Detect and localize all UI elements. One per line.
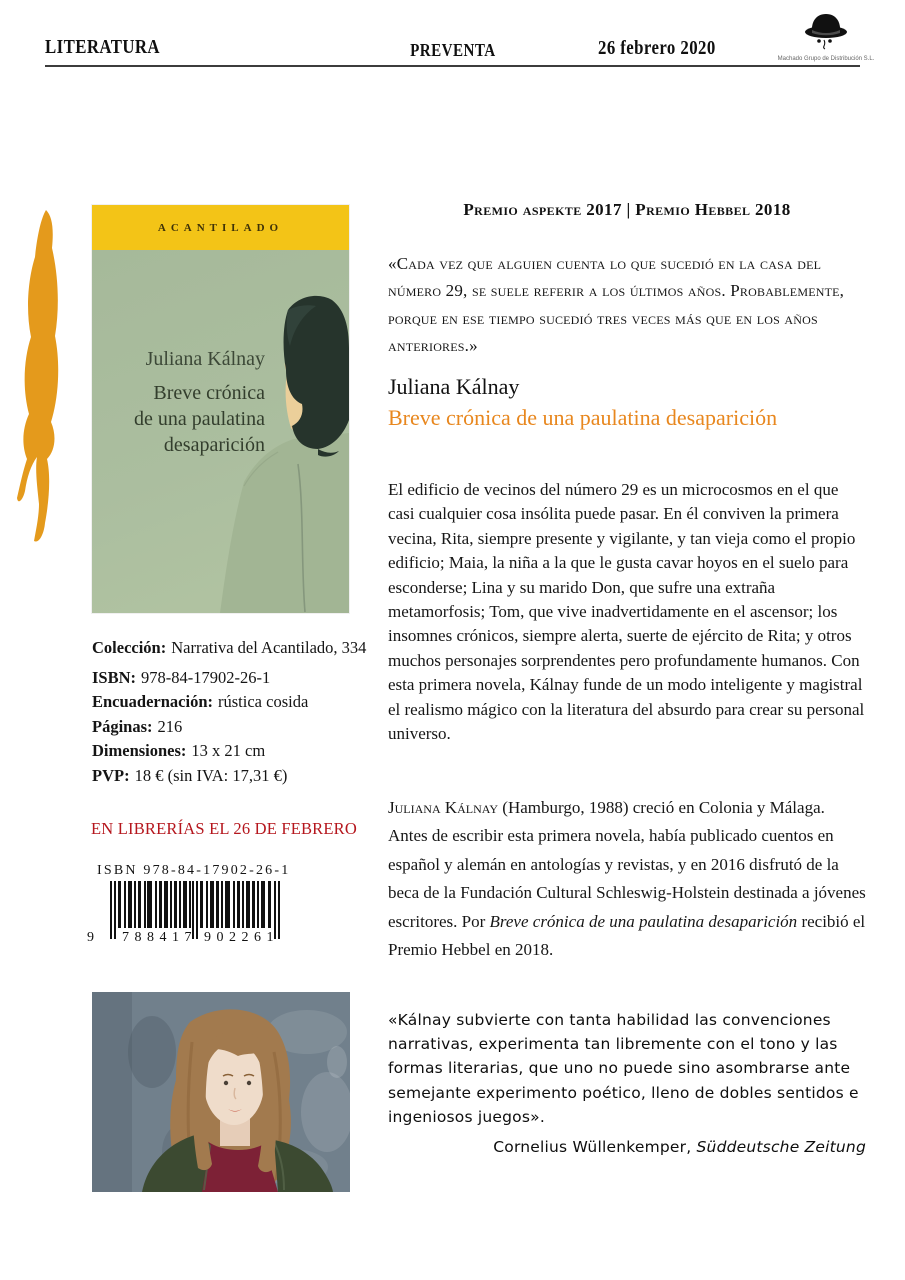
cover-title-line: Breve crónica <box>153 382 265 404</box>
availability-date: EN LIBRERÍAS EL 26 DE FEBRERO <box>91 819 357 838</box>
acantilado-falling-figure-icon <box>16 208 78 554</box>
cover-publisher-label: ACANTILADO <box>157 222 284 234</box>
cover-illustration <box>92 250 349 613</box>
machado-distributor-logo <box>778 10 874 68</box>
attribution-source: Süddeutsche Zeitung <box>696 1138 866 1157</box>
press-quote-attribution <box>388 1135 866 1159</box>
cover-author: Juliana Kálnay <box>145 348 265 370</box>
book-title: Breve crónica de una paulatina desaparición <box>388 405 778 430</box>
detail-row-pvp: PVP: 18 € (sin IVA: 17,31 €) <box>92 765 288 785</box>
awards-line: Premio aspekte 2017 | Premio Hebbel 2018 <box>463 200 791 219</box>
detail-row-isbn: ISBN: 978-84-17902-26-1 <box>92 667 271 687</box>
detail-row-coleccion: Colección: Narrativa del Acantilado, 334 <box>92 638 367 657</box>
barcode-digits-group1: 788417 <box>122 930 197 945</box>
barcode-digits-group2: 902261 <box>204 930 279 945</box>
author-photo <box>92 992 350 1192</box>
header-divider <box>45 65 860 67</box>
section-label: LITERATURA <box>45 36 160 58</box>
cover-title-block <box>134 348 265 458</box>
bio-author-name: Juliana Kálnay <box>388 798 499 817</box>
bio-text-end: recibió el Premio Hebbel en 2018. <box>388 911 866 960</box>
detail-row-encuadernacion: Encuadernación: rústica cosida <box>92 692 309 711</box>
date-label: 26 febrero 2020 <box>598 37 716 59</box>
book-description: El edificio de vecinos del número 29 es un microcosmos en el que casi cualquier cosa insólita puede pasar. En él conviven la primera vecina, Rita, siempre presente y vigilante, y tan vieja como el propio edificio; Maia, la niña a la que le gusta cavar hoyos en el suelo para esconderse; Lina y su marido Don, que sufre una extraña metamorfosis; Tom, que vive inadvertidamente en el ascensor; los insomnes crónicos, siempre alerta, suerte de ejército de Rita; y otros muchos personajes sorprendentes pero profundamente humanos. Con esta primera novela, Kálnay funde de un modo inteligente y magistral el realismo mágico con la literatura del absurdo para crear su personal universo. <box>388 480 865 744</box>
sheet-type-label: PREVENTA <box>409 40 496 60</box>
press-quote-text: «Kálnay subvierte con tanta habilidad las convenciones narrativas, experimenta tan libremente con el tono y las formas literarias, que uno no puede sino asombrarse ante semejante experimento poético, lleno de dobles sentidos e ingeniosos juegos». <box>388 1011 859 1126</box>
ean13-barcode <box>86 881 286 947</box>
cover-title-line: de una paulatina <box>133 408 265 430</box>
cover-publisher-band <box>92 205 349 250</box>
lead-quote: «Cada vez que alguien cuenta lo que sucedió en la casa del número 29, se suele referir a los últimos años. Probablemente, porque en ese tiempo sucedió tres veces más que en los años anteriores.» <box>388 254 845 356</box>
svg-text:Machado Grupo de Distribución: Machado Grupo de Distribución S.L. <box>778 56 874 62</box>
barcode-digit-lead: 9 <box>87 930 94 945</box>
cover-title-line: desaparición <box>163 434 265 456</box>
attribution-name: Cornelius Wüllenkemper, <box>493 1138 697 1157</box>
hat-face-logo-icon <box>778 10 874 68</box>
book-details <box>92 638 382 790</box>
press-quote-block <box>388 1008 866 1159</box>
book-cover <box>92 205 349 613</box>
bio-text: (Hamburgo, 1988) creció en Colonia y Málaga. Antes de escribir esta primera novela, había publicado cuentos en español y alemán en antologías y revistas, y en 2016 disfrutó de la beca de la Fundación Cultural Schleswig-Holstein destinada a jóvenes escritores. Por <box>388 798 866 931</box>
detail-row-dimensiones: Dimensiones: 13 x 21 cm <box>92 741 266 760</box>
author-bio <box>388 794 866 964</box>
bio-book-title-italic: Breve crónica de una paulatina desaparición <box>489 911 798 931</box>
barcode-isbn-label: ISBN 978-84-17902-26-1 <box>97 863 291 878</box>
detail-row-paginas: Páginas: 216 <box>92 716 183 736</box>
author-name: Juliana Kálnay <box>388 374 520 399</box>
